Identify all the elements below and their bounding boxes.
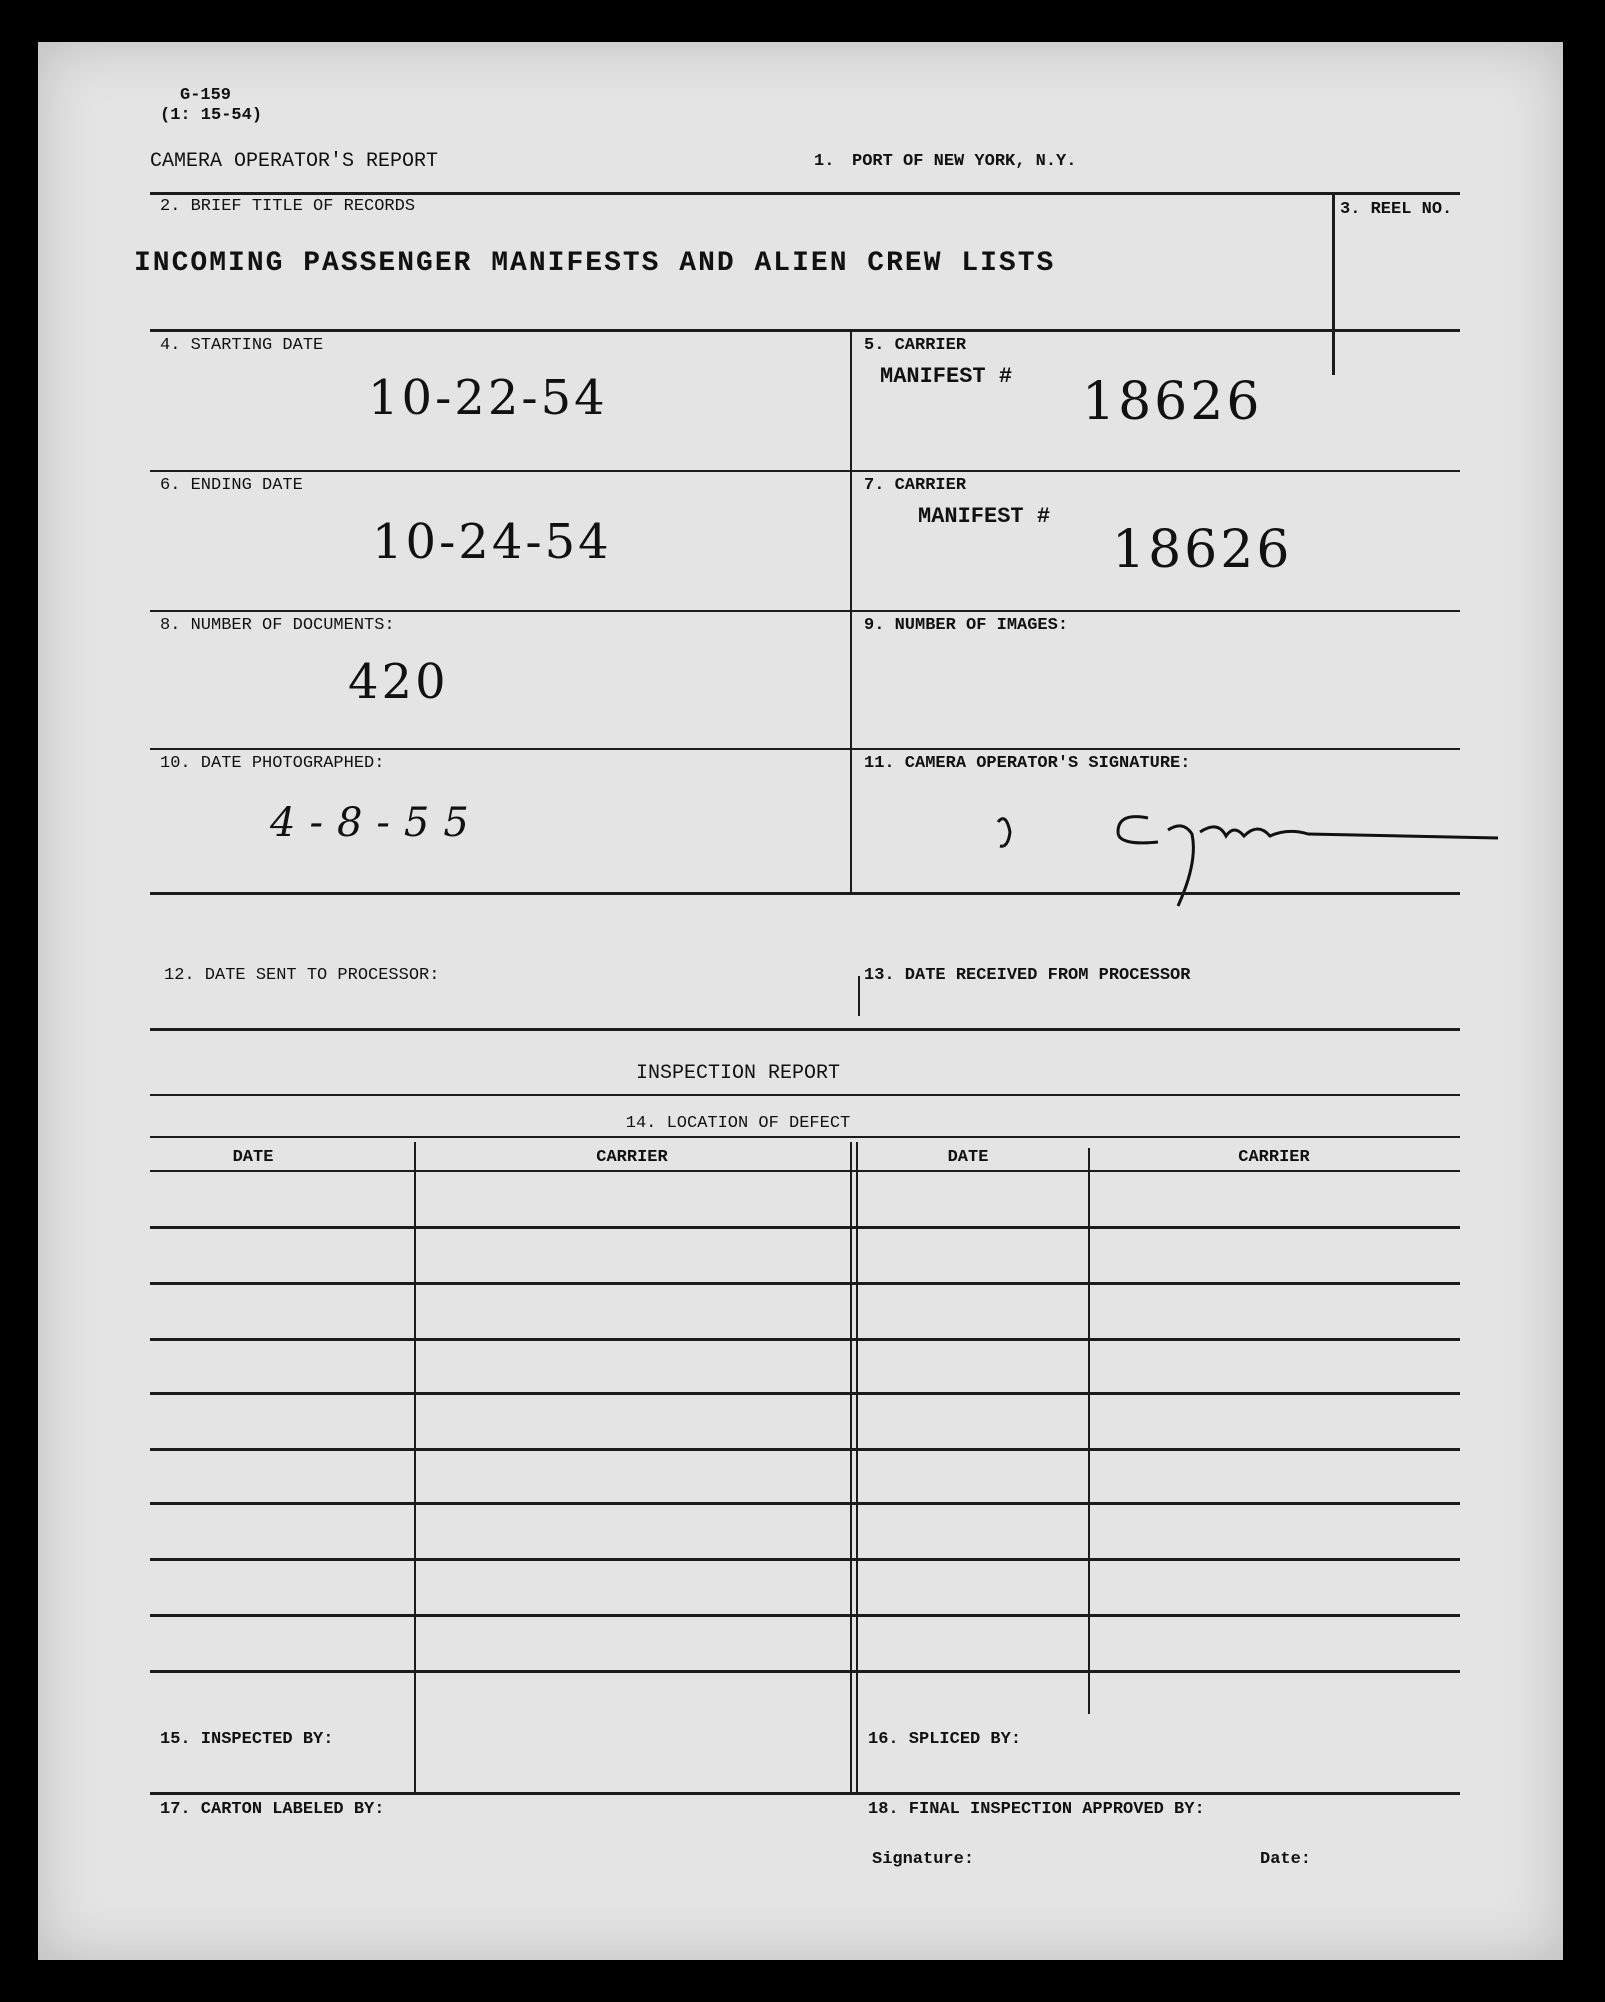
- divider: [150, 1792, 1460, 1795]
- spliced-label: 16. SPLICED BY:: [868, 1730, 1022, 1749]
- divider: [850, 1142, 852, 1792]
- signature-label: 11. CAMERA OPERATOR'S SIGNATURE:: [864, 754, 1191, 773]
- defect-label: 14. LOCATION OF DEFECT: [625, 1114, 851, 1133]
- col-carrier-2: CARRIER: [1238, 1148, 1310, 1167]
- carton-label: 17. CARTON LABELED BY:: [160, 1800, 385, 1819]
- records-label: 2. BRIEF TITLE OF RECORDS: [160, 197, 416, 216]
- carrier5-label: 5. CARRIER: [864, 336, 967, 355]
- table-row-line: [150, 1502, 1460, 1505]
- records-title: INCOMING PASSENGER MANIFESTS AND ALIEN CREW LISTS: [134, 248, 1056, 279]
- divider: [150, 1136, 1460, 1138]
- table-row-line: [150, 1614, 1460, 1617]
- port-number: 1.: [814, 152, 835, 171]
- date-field-label: Date:: [1260, 1850, 1312, 1869]
- form-page: [38, 42, 1563, 1960]
- divider: [150, 610, 1460, 612]
- divider: [856, 1142, 858, 1792]
- table-row-line: [150, 1170, 1460, 1172]
- col-date-1: DATE: [232, 1148, 274, 1167]
- divider: [1088, 1148, 1090, 1714]
- ending-date-value: 10-24-54: [372, 514, 612, 570]
- divider: [1332, 192, 1335, 375]
- port-of-entry: PORT OF NEW YORK, N.Y.: [852, 152, 1077, 171]
- inspected-label: 15. INSPECTED BY:: [160, 1730, 334, 1749]
- divider: [150, 1028, 1460, 1031]
- divider: [150, 1094, 1460, 1096]
- table-row-line: [150, 1226, 1460, 1229]
- sent-label: 12. DATE SENT TO PROCESSOR:: [164, 966, 440, 985]
- carrier7-prefix: MANIFEST #: [918, 504, 1051, 529]
- divider: [150, 329, 1460, 332]
- signature-field-label: Signature:: [872, 1850, 975, 1869]
- carrier5-prefix: MANIFEST #: [880, 364, 1013, 389]
- carrier7-value: 18626: [1112, 520, 1293, 580]
- table-row-line: [150, 1670, 1460, 1673]
- divider: [858, 976, 860, 1016]
- received-label: 13. DATE RECEIVED FROM PROCESSOR: [864, 966, 1191, 985]
- divider: [850, 331, 852, 895]
- inspection-title: INSPECTION REPORT: [635, 1062, 841, 1085]
- divider: [150, 470, 1460, 472]
- table-row-line: [150, 1558, 1460, 1561]
- photographed-value: 4-8-55: [270, 800, 483, 846]
- divider: [150, 892, 1460, 895]
- carrier7-label: 7. CARRIER: [864, 476, 967, 495]
- divider: [150, 748, 1460, 750]
- carrier5-value: 18626: [1082, 372, 1263, 432]
- form-code: G-159: [180, 86, 232, 105]
- final-inspection-label: 18. FINAL INSPECTION APPROVED BY:: [868, 1800, 1205, 1819]
- starting-date-value: 10-22-54: [368, 370, 608, 426]
- ending-date-label: 6. ENDING DATE: [160, 476, 303, 495]
- documents-value: 420: [348, 654, 449, 710]
- col-carrier-1: CARRIER: [596, 1148, 668, 1167]
- table-row-line: [150, 1392, 1460, 1395]
- reel-label: 3. REEL NO.: [1340, 200, 1453, 219]
- table-row-line: [150, 1282, 1460, 1285]
- form-title: CAMERA OPERATOR'S REPORT: [150, 150, 439, 173]
- divider: [414, 1142, 416, 1792]
- table-row-line: [150, 1338, 1460, 1341]
- col-date-2: DATE: [947, 1148, 989, 1167]
- signature-scrawl: [978, 802, 1498, 922]
- starting-date-label: 4. STARTING DATE: [160, 336, 324, 355]
- table-row-line: [150, 1448, 1460, 1451]
- photographed-label: 10. DATE PHOTOGRAPHED:: [160, 754, 385, 773]
- documents-label: 8. NUMBER OF DOCUMENTS:: [160, 616, 395, 635]
- form-date-code: (1: 15-54): [160, 106, 263, 125]
- images-label: 9. NUMBER OF IMAGES:: [864, 616, 1069, 635]
- divider: [150, 192, 1460, 195]
